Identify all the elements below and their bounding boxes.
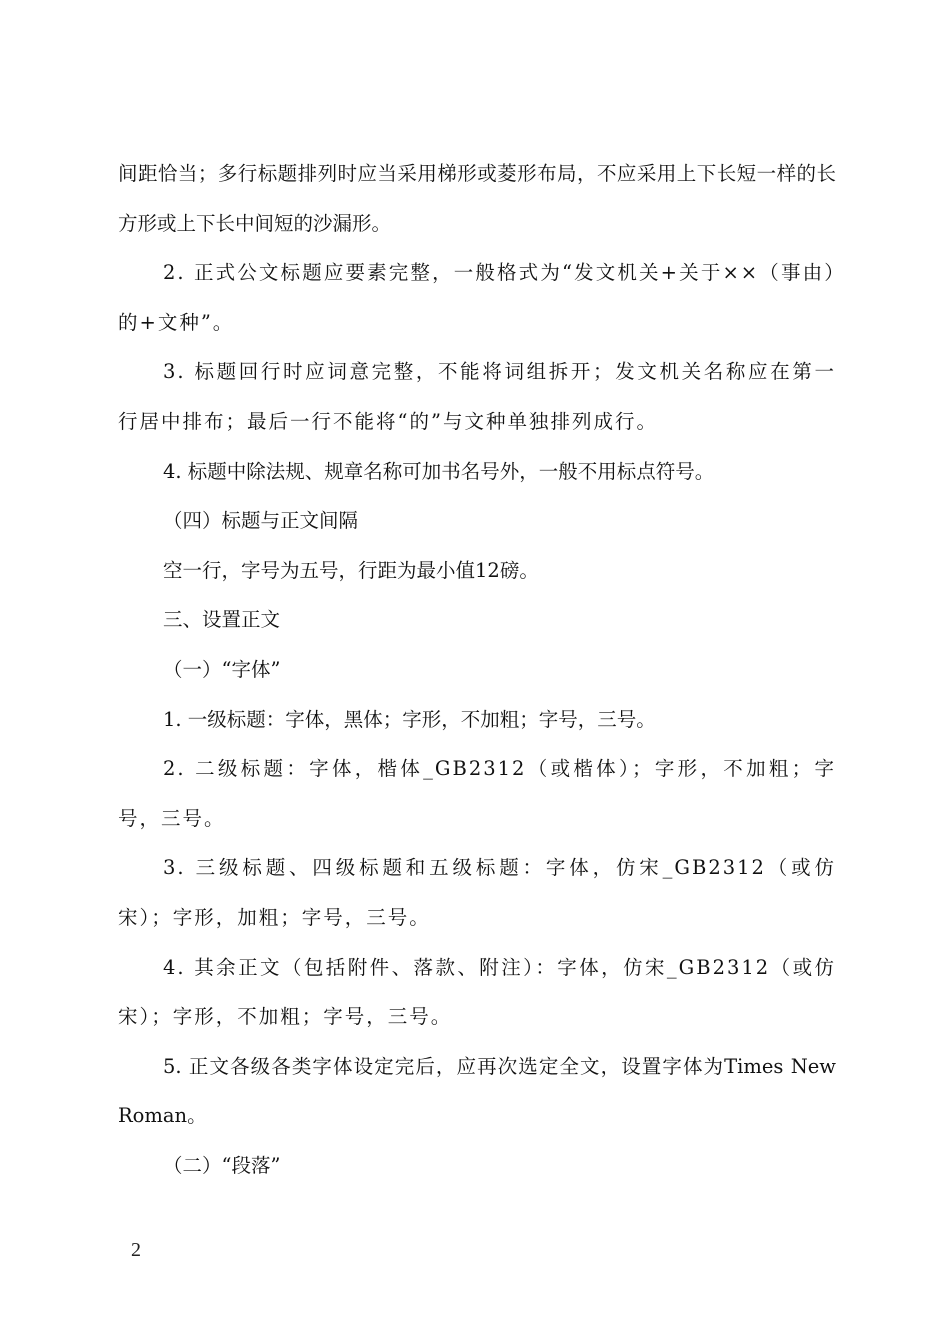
- document-body: [118, 149, 836, 1190]
- list-item-3: 3. 标题回行时应词意完整，不能将词组拆开；发文机关名称应在第一行居中排布；最后一行不能将“的”与文种单独排列成行。: [118, 360, 836, 433]
- list-item-2: 2. 正式公文标题应要素完整，一般格式为“发文机关+关于××（事由）的+文种”。: [118, 261, 836, 334]
- continued-paragraph: 间距恰当；多行标题排列时应当采用梯形或菱形布局，不应采用上下长短一样的长方形或上下长中间短的沙漏形。: [118, 162, 836, 235]
- spacing-paragraph: 空一行，字号为五号，行距为最小值12磅。: [163, 558, 539, 582]
- section-heading-body-text: 三、设置正文: [163, 608, 281, 632]
- font-item-2: 2. 二级标题：字体，楷体_GB2312（或楷体）；字形，不加粗；字号，三号。: [118, 757, 836, 830]
- subheading-font: （一）“字体”: [163, 657, 281, 681]
- subheading-title-spacing: （四）标题与正文间隔: [163, 509, 359, 533]
- list-item-4: 4. 标题中除法规、规章名称可加书名号外，一般不用标点符号。: [163, 459, 715, 483]
- font-item-3: 3. 三级标题、四级标题和五级标题：字体，仿宋_GB2312（或仿宋）；字形，加粗；字号，三号。: [118, 856, 836, 929]
- font-item-5: 5. 正文各级各类字体设定完后，应再次选定全文，设置字体为Times New Roman。: [118, 1054, 836, 1128]
- font-item-4: 4. 其余正文（包括附件、落款、附注）：字体，仿宋_GB2312（或仿宋）；字形，不加粗；字号，三号。: [118, 955, 836, 1029]
- subheading-paragraph: （二）“段落”: [163, 1153, 281, 1177]
- page-number: 2: [131, 1239, 141, 1261]
- font-item-1: 1. 一级标题：字体，黑体；字形，不加粗；字号，三号。: [163, 707, 656, 731]
